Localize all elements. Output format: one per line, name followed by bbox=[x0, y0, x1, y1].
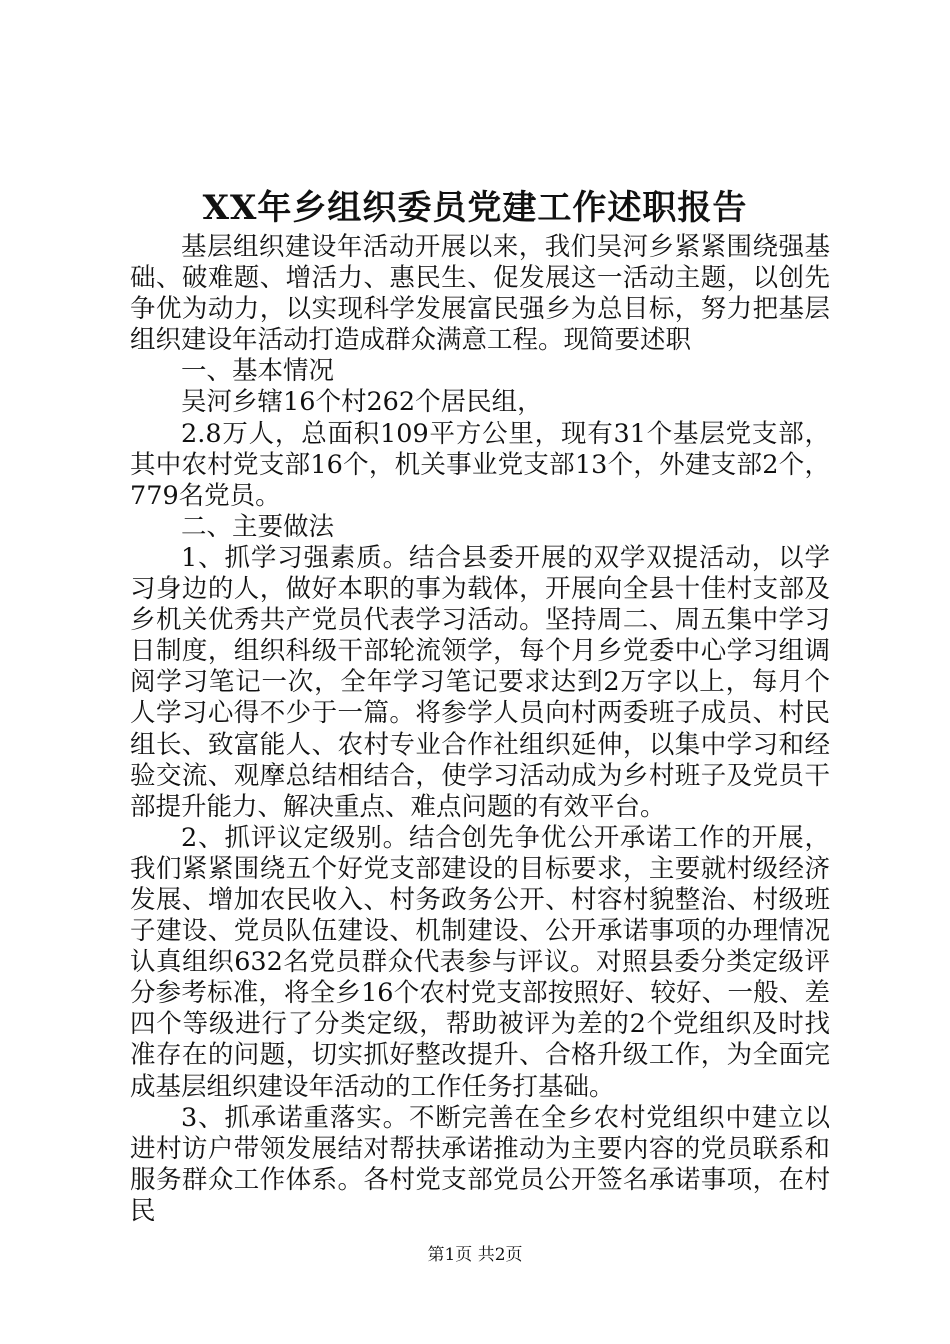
page-footer: 第1页 共2页 bbox=[427, 1245, 523, 1265]
document-body bbox=[130, 232, 830, 1227]
paragraph-method-3: 3、抓承诺重落实。不断完善在全乡农村党组织中建立以进村访户带领发展结对帮扶承诺推动为主要内容的党员联系和服务群众工作体系。各村党支部党员公开签名承诺事项，在村民 bbox=[130, 1102, 830, 1226]
section-heading-methods: 二、主要做法 bbox=[181, 511, 335, 542]
paragraph-intro: 基层组织建设年活动开展以来，我们吴河乡紧紧围绕强基础、破难题、增活力、惠民生、促发展这一活动主题，以创先争优为动力，以实现科学发展富民强乡为总目标，努力把基层组织建设年活动打造成群众满意工程。现简要述职 bbox=[130, 232, 830, 356]
section-heading-basic: 一、基本情况 bbox=[181, 356, 335, 387]
document-title: XX年乡组织委员党建工作述职报告 bbox=[202, 188, 748, 228]
paragraph-basic-1: 吴河乡辖16个村262个居民组， bbox=[181, 387, 543, 418]
paragraph-method-2: 2、抓评议定级别。结合创先争优公开承诺工作的开展，我们紧紧围绕五个好党支部建设的目标要求，主要就村级经济发展、增加农民收入、村务政务公开、村容村貌整治、村级班子建设、党员队伍建设、机制建设、公开承诺事项的办理情况认真组织632名党员群众代表参与评议。对照县委分类定级评分参考标准，将全乡16个农村党支部按照好、较好、一般、差四个等级进行了分类定级，帮助被评为差的2个党组织及时找准存在的问题，切实抓好整改提升、合格升级工作，为全面完成基层组织建设年活动的工作任务打基础。 bbox=[130, 822, 830, 1102]
paragraph-basic-2: 2.8万人，总面积109平方公里，现有31个基层党支部，其中农村党支部16个，机关事业党支部13个，外建支部2个，779名党员。 bbox=[130, 418, 830, 511]
paragraph-method-1: 1、抓学习强素质。结合县委开展的双学双提活动，以学习身边的人，做好本职的事为载体，开展向全县十佳村支部及乡机关优秀共产党员代表学习活动。坚持周二、周五集中学习日制度，组织科级干部轮流领学，每个月乡党委中心学习组调阅学习笔记一次，全年学习笔记要求达到2万字以上，每月个人学习心得不少于一篇。将参学人员向村两委班子成员、村民组长、致富能人、农村专业合作社组织延伸，以集中学习和经验交流、观摩总结相结合，使学习活动成为乡村班子及党员干部提升能力、解决重点、难点问题的有效平台。 bbox=[130, 542, 830, 822]
